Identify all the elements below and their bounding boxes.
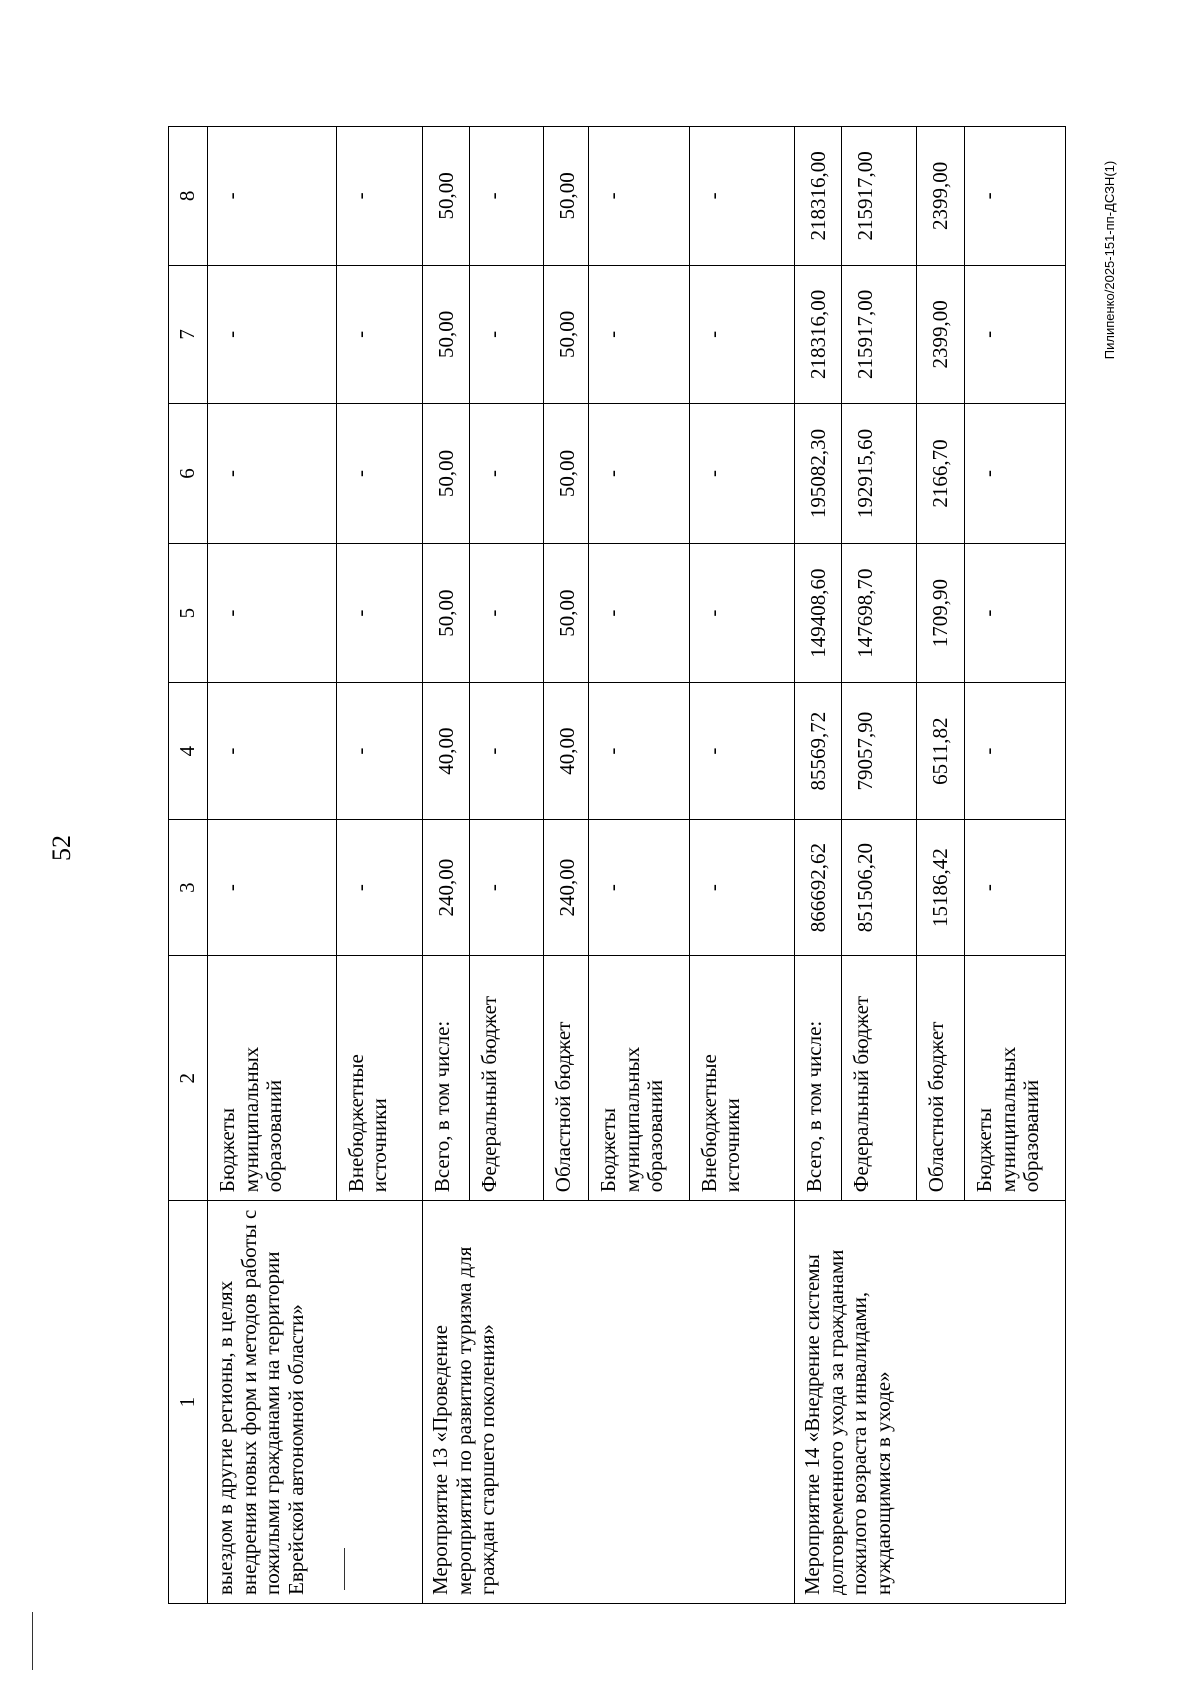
value-cell: 1709,90: [917, 543, 965, 683]
header-cell: 2: [169, 956, 208, 1201]
value-cell: -: [589, 683, 690, 819]
value-cell: 215917,00: [841, 127, 916, 266]
funding-source-cell: Всего, в том числе:: [795, 956, 841, 1201]
value-cell: 2399,00: [917, 265, 965, 404]
value-cell: 50,00: [543, 404, 588, 544]
funding-source-cell: Внебюджетные источники: [336, 956, 423, 1201]
value-cell: -: [589, 127, 690, 266]
value-cell: 2166,70: [917, 404, 965, 544]
value-cell: -: [336, 404, 423, 544]
event-name-cell: выездом в другие регионы, в целях внедрения новых форм и методов работы с пожилыми гражданами на территории Еврейской автономной области»: [208, 1201, 423, 1604]
value-cell: 240,00: [423, 819, 469, 955]
header-cell: 7: [169, 265, 208, 404]
value-cell: 50,00: [423, 404, 469, 544]
value-cell: -: [469, 127, 543, 266]
funding-source-cell: Внебюджетные источники: [689, 956, 795, 1201]
funding-table: [168, 126, 1066, 1604]
value-cell: -: [208, 127, 337, 266]
value-cell: -: [469, 683, 543, 819]
value-cell: 15186,42: [917, 819, 965, 955]
value-cell: -: [965, 404, 1066, 544]
value-cell: 866692,62: [795, 819, 841, 955]
value-cell: 147698,70: [841, 543, 916, 683]
value-cell: -: [589, 819, 690, 955]
value-cell: 40,00: [423, 683, 469, 819]
document-code: Пилипенко/2025-151-пп-ДСЗН(1): [1102, 160, 1117, 360]
value-cell: -: [689, 404, 795, 544]
value-cell: -: [965, 127, 1066, 266]
value-cell: -: [336, 819, 423, 955]
page-number: 52: [47, 835, 76, 861]
value-cell: 192915,60: [841, 404, 916, 544]
value-cell: -: [469, 543, 543, 683]
funding-source-cell: Всего, в том числе:: [423, 956, 469, 1201]
value-cell: -: [689, 127, 795, 266]
value-cell: 50,00: [543, 543, 588, 683]
value-cell: -: [589, 543, 690, 683]
value-cell: -: [208, 543, 337, 683]
value-cell: -: [469, 819, 543, 955]
value-cell: 50,00: [423, 127, 469, 266]
funding-source-cell: Федеральный бюджет: [469, 956, 543, 1201]
value-cell: 240,00: [543, 819, 588, 955]
value-cell: -: [689, 683, 795, 819]
value-cell: -: [208, 819, 337, 955]
value-cell: -: [689, 543, 795, 683]
value-cell: 851506,20: [841, 819, 916, 955]
value-cell: -: [965, 683, 1066, 819]
value-cell: -: [336, 543, 423, 683]
funding-source-cell: Областной бюджет: [917, 956, 965, 1201]
funding-source-cell: Областной бюджет: [543, 956, 588, 1201]
value-cell: 149408,60: [795, 543, 841, 683]
value-cell: 50,00: [423, 265, 469, 404]
funding-source-cell: Федеральный бюджет: [841, 956, 916, 1201]
event-name-cell: Мероприятие 13 «Проведение мероприятий по развитию туризма для граждан старшего поколения»: [423, 1201, 795, 1604]
table-row: [795, 127, 841, 1604]
header-cell: 1: [169, 1201, 208, 1604]
value-cell: 40,00: [543, 683, 588, 819]
value-cell: -: [336, 265, 423, 404]
value-cell: 79057,90: [841, 683, 916, 819]
funding-source-cell: Бюджеты муниципальных образований: [208, 956, 337, 1201]
scan-mark-bottom: [32, 1612, 33, 1670]
funding-source-cell: Бюджеты муниципальных образований: [965, 956, 1066, 1201]
value-cell: 50,00: [423, 543, 469, 683]
value-cell: 6511,82: [917, 683, 965, 819]
value-cell: 85569,72: [795, 683, 841, 819]
header-cell: 4: [169, 683, 208, 819]
value-cell: -: [965, 543, 1066, 683]
header-cell: 3: [169, 819, 208, 955]
value-cell: 215917,00: [841, 265, 916, 404]
value-cell: 50,00: [543, 265, 588, 404]
value-cell: -: [336, 683, 423, 819]
header-cell: 6: [169, 404, 208, 544]
value-cell: -: [469, 404, 543, 544]
value-cell: -: [689, 265, 795, 404]
value-cell: -: [208, 265, 337, 404]
value-cell: -: [589, 265, 690, 404]
header-row: [169, 127, 208, 1604]
value-cell: 218316,00: [795, 265, 841, 404]
value-cell: -: [965, 819, 1066, 955]
rotated-table-container: [168, 126, 1066, 1604]
funding-source-cell: Бюджеты муниципальных образований: [589, 956, 690, 1201]
header-cell: 5: [169, 543, 208, 683]
table-row: [423, 127, 469, 1604]
value-cell: 195082,30: [795, 404, 841, 544]
value-cell: -: [965, 265, 1066, 404]
value-cell: 218316,00: [795, 127, 841, 266]
value-cell: 2399,00: [917, 127, 965, 266]
value-cell: -: [689, 819, 795, 955]
value-cell: -: [589, 404, 690, 544]
value-cell: -: [208, 683, 337, 819]
value-cell: 50,00: [543, 127, 588, 266]
value-cell: -: [469, 265, 543, 404]
header-cell: 8: [169, 127, 208, 266]
event-name-cell: Мероприятие 14 «Внедрение системы долговременного ухода за гражданами пожилого возраста и инвалидами, нуждающимися в уходе»: [795, 1201, 1066, 1604]
value-cell: -: [336, 127, 423, 266]
table-row: [208, 127, 337, 1604]
value-cell: -: [208, 404, 337, 544]
